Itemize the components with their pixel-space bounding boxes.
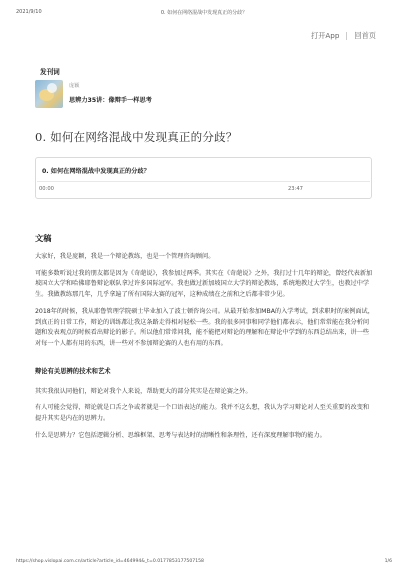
audio-current-time: 00:00 [39, 186, 54, 192]
open-app-link[interactable]: 打开App [311, 31, 340, 40]
print-url: https://shop.vislopai.com.cn/article?article_id=464994&_t=0.0177853177507158 [16, 559, 204, 564]
paragraph: 什么是思辨力？它包括逻辑分析、思维框架、思考与表达时的清晰性和条理性，还有深度理解事物的能力。 [35, 431, 326, 439]
back-home-link[interactable]: 回首页 [354, 31, 376, 40]
audio-player[interactable] [35, 157, 372, 199]
paragraph: 2018年的时候，我从耶鲁管理学院硕士毕业加入了波士顿咨询公司。从最开始参加MBA的入学考试，到求职时的案例面试，到真正的日常工作，辩论的训练都让我这条路走得相对轻松一些。我的很多同事和同学他们都表示，他们常常能在我分析问题和发表观点的时候看出辩论的影子。所以他们常常问我，能不能把对辩论的理解和在辩论中学到的东西总结出来，讲一些对每一个人都有用的东西，讲一些对不参加辩论赛的人也有用的东西。 [35, 307, 374, 347]
course-title: 思辨力35讲：像辩手一样思考 [69, 97, 152, 104]
article-title: 0. 如何在网络混战中发现真正的分歧？ [35, 130, 238, 144]
print-header [16, 9, 392, 19]
paragraph: 有人可能会觉得，辩论就是口舌之争或者就是一个口语表达的能力。我并不这么想，我认为学习辩论对人至关重要的改变和提升其实是内在的思辨力。 [35, 404, 370, 423]
content-heading: 文稿 [35, 233, 52, 243]
paragraph: 大家好，我是庞颖，我是一个辩论教练，也是一个管理咨询顾问。 [35, 253, 215, 260]
page-number: 1/6 [384, 559, 392, 564]
paragraph: 其实我很认同他们，辩论对我个人来说，帮助更大的部分其实是在辩论赛之外。 [35, 387, 252, 395]
section-label: 发刊词 [40, 68, 60, 76]
print-date: 2021/9/10 [16, 9, 42, 15]
audio-progress-bar[interactable] [37, 181, 370, 182]
divider [346, 32, 347, 40]
course-author: 庞颖 [69, 83, 80, 89]
course-cover-image [35, 80, 63, 108]
audio-title: 0. 如何在网络混战中发现真正的分歧？ [42, 168, 150, 175]
article-content [35, 233, 375, 447]
course-card[interactable] [35, 80, 152, 108]
paragraph: 可能多数听说过我的朋友都是因为《奇葩说》，我参加过两季。其实在《奇葩说》之外，我打过十几年的辩论，曾经代表新加坡国立大学和哈佛耶鲁辩论联队拿过许多国际冠军。我也做过新加坡国立大学的辩论教练，系统地教过大学生，也教过中学生。我做教练那几年，几乎拿遍了所有国际大赛的冠军，这种成绩在之前和之后都非常少见。 [35, 269, 373, 299]
topbar [311, 31, 376, 41]
audio-duration: 23:47 [288, 186, 303, 192]
content-subheading: 辩论有关思辨的技术和艺术 [35, 367, 111, 375]
print-title: 0. 如何在网络混战中发现真正的分歧？ [160, 10, 248, 16]
